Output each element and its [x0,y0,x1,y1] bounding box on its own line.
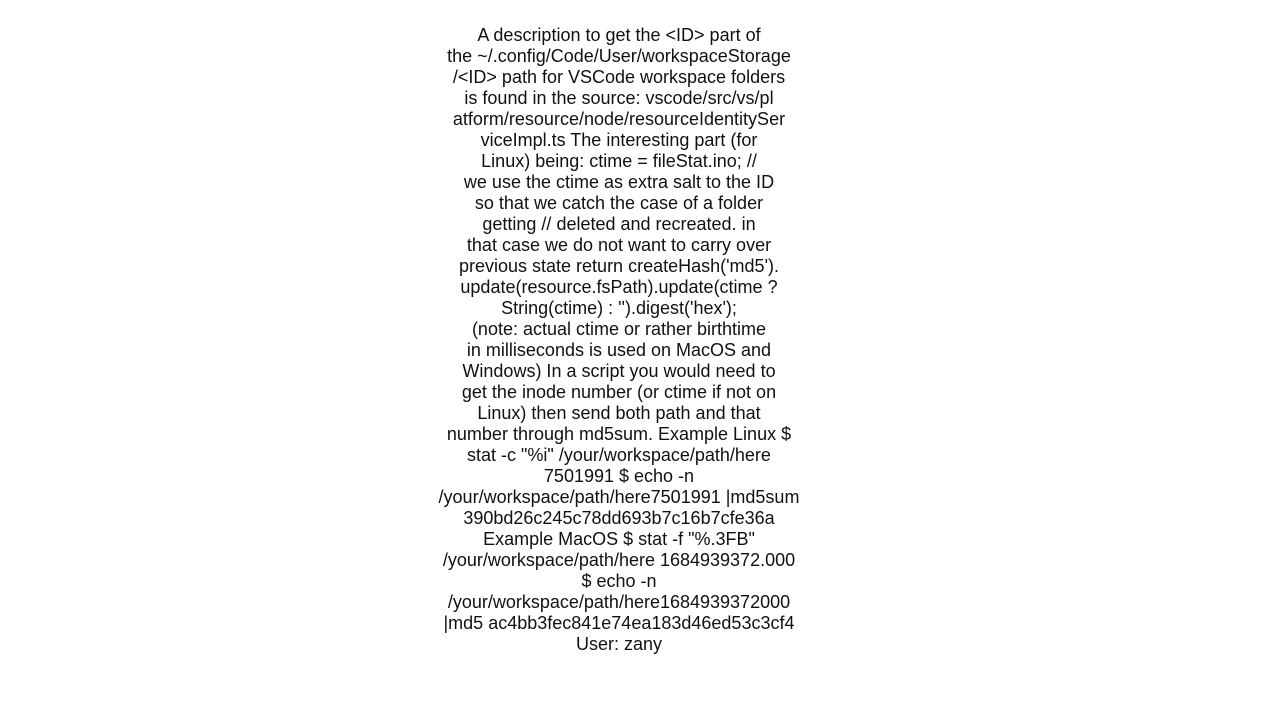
text-line: A description to get the <ID> part of [477,25,761,45]
text-line: /<ID> path for VSCode workspace folders [452,67,786,87]
text-line: (note: actual ctime or rather birthtime [471,319,767,339]
text-line: String(ctime) : '').digest('hex'); [501,298,737,318]
text-line: get the inode number (or ctime if not on [461,382,777,402]
text-line: update(resource.fsPath).update(ctime ? [460,277,778,297]
text-line: 7501991 $ echo -n [543,466,695,486]
text-line: Linux) being: ctime = fileStat.ino; // [481,151,757,171]
text-line: we use the ctime as extra salt to the ID [463,172,775,192]
text-line: /your/workspace/path/here7501991 |md5sum [438,487,800,507]
text-line: getting // deleted and recreated. in [482,214,756,234]
text-line: /your/workspace/path/here1684939372000 [447,592,791,612]
text-line: $ echo -n [581,571,657,591]
text-line: in milliseconds is used on MacOS and [466,340,772,360]
text-line: Windows) In a script you would need to [462,361,776,381]
text-line: that case we do not want to carry over [466,235,772,255]
text-line: atform/resource/node/resourceIdentitySer [452,109,786,129]
author-line: User: zany [575,634,663,654]
text-line: Example MacOS $ stat -f "%.3FB" [483,529,755,549]
text-line: /your/workspace/path/here 1684939372.000 [442,550,796,570]
post-text-block [430,25,808,655]
text-line: previous state return createHash('md5'). [458,256,779,276]
text-line: Linux) then send both path and that [477,403,761,423]
text-line: 390bd26c245c78dd693b7c16b7cfe36a [463,508,775,528]
text-line: number through md5sum. Example Linux $ [446,424,792,444]
text-line: so that we catch the case of a folder [474,193,764,213]
text-line: the ~/.config/Code/User/workspaceStorage [447,46,791,66]
text-line: |md5 ac4bb3fec841e74ea183d46ed53c3cf4 [443,613,795,633]
text-line: stat -c "%i" /your/workspace/path/here [467,445,771,465]
text-line: viceImpl.ts The interesting part (for [480,130,758,150]
text-line: is found in the source: vscode/src/vs/pl [464,88,774,108]
